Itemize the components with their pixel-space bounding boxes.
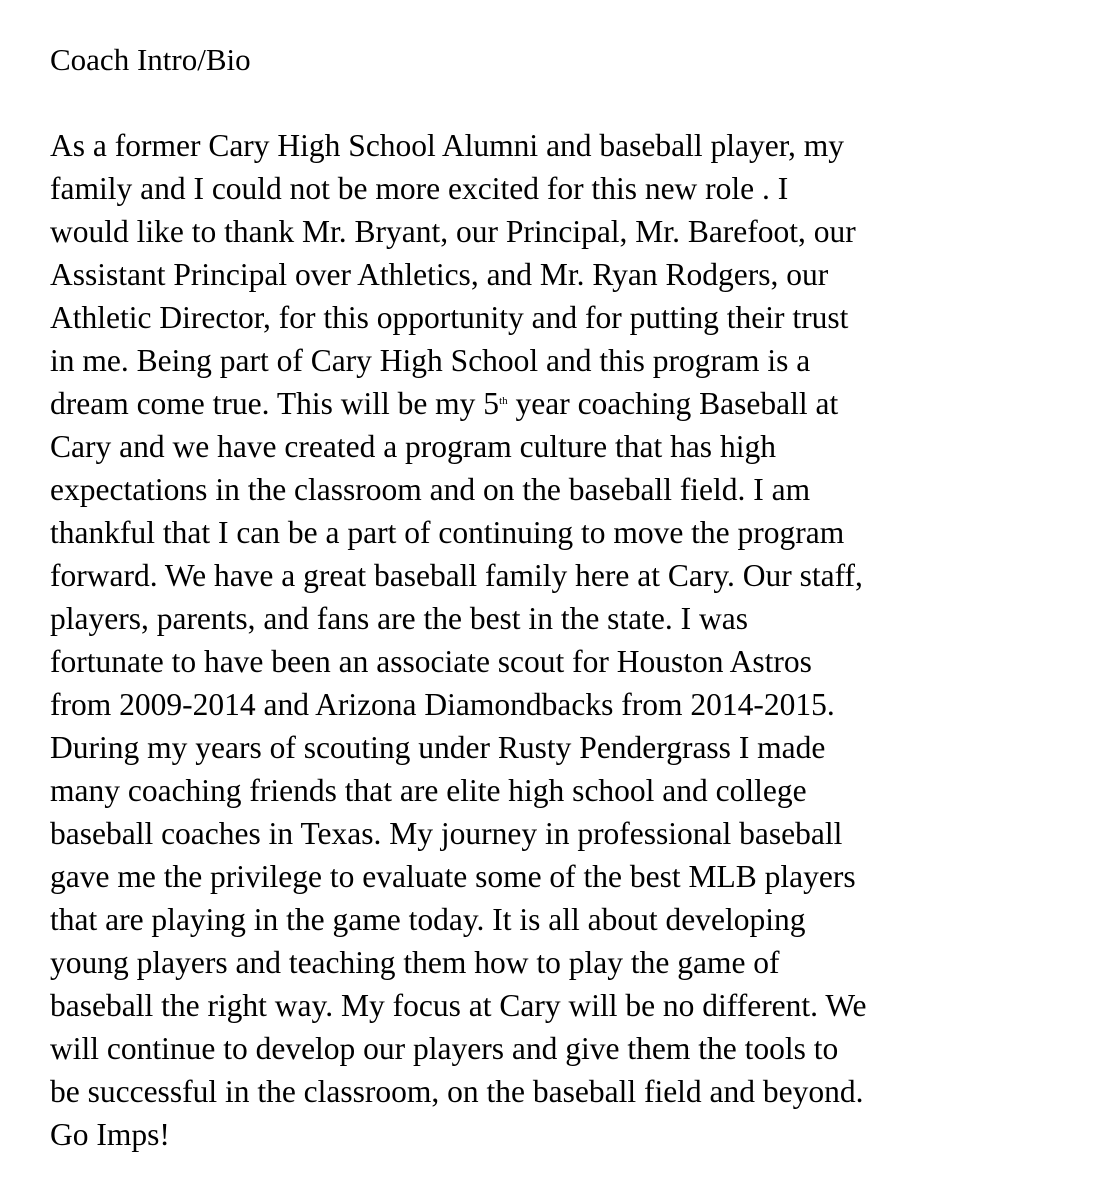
document-page	[50, 38, 1090, 1156]
text-line	[50, 382, 1090, 425]
text-line: family and I could not be more excited for this new role . I	[50, 171, 789, 206]
text-line: from 2009-2014 and Arizona Diamondbacks from 2014-2015.	[50, 687, 835, 722]
text-line: baseball coaches in Texas. My journey in professional baseball	[50, 816, 843, 851]
text-line: baseball the right way. My focus at Cary will be no different. We	[50, 988, 867, 1023]
text-segment: dream come true. This will be my 5	[50, 386, 500, 421]
text-line: that are playing in the game today. It is all about developing	[50, 902, 806, 937]
text-line: Athletic Director, for this opportunity and for putting their trust	[50, 300, 849, 335]
text-line: expectations in the classroom and on the baseball field. I am	[50, 472, 811, 507]
text-line: Go Imps!	[50, 1117, 170, 1152]
text-segment: year coaching Baseball at	[507, 386, 839, 421]
text-line: will continue to develop our players and give them the tools to	[50, 1031, 839, 1066]
text-line: fortunate to have been an associate scout for Houston Astros	[50, 644, 812, 679]
text-line: in me. Being part of Cary High School and this program is a	[50, 343, 811, 378]
text-line: Cary and we have created a program culture that has high	[50, 429, 776, 464]
ordinal-suffix: th	[499, 395, 508, 408]
text-line: players, parents, and fans are the best in the state. I was	[50, 601, 748, 636]
text-line: As a former Cary High School Alumni and baseball player, my	[50, 128, 844, 163]
text-line: gave me the privilege to evaluate some of the best MLB players	[50, 859, 856, 894]
document-title: Coach Intro/Bio	[50, 42, 251, 77]
text-line: be successful in the classroom, on the baseball field and beyond.	[50, 1074, 864, 1109]
text-line: Assistant Principal over Athletics, and Mr. Ryan Rodgers, our	[50, 257, 829, 292]
text-line: many coaching friends that are elite high school and college	[50, 773, 807, 808]
text-line: young players and teaching them how to play the game of	[50, 945, 780, 980]
text-line: During my years of scouting under Rusty Pendergrass I made	[50, 730, 826, 765]
paragraph-spacer	[50, 81, 1090, 124]
text-line: thankful that I can be a part of continuing to move the program	[50, 515, 845, 550]
text-line: forward. We have a great baseball family here at Cary. Our staff,	[50, 558, 863, 593]
bio-paragraph	[50, 124, 1090, 1156]
text-line: would like to thank Mr. Bryant, our Principal, Mr. Barefoot, our	[50, 214, 856, 249]
